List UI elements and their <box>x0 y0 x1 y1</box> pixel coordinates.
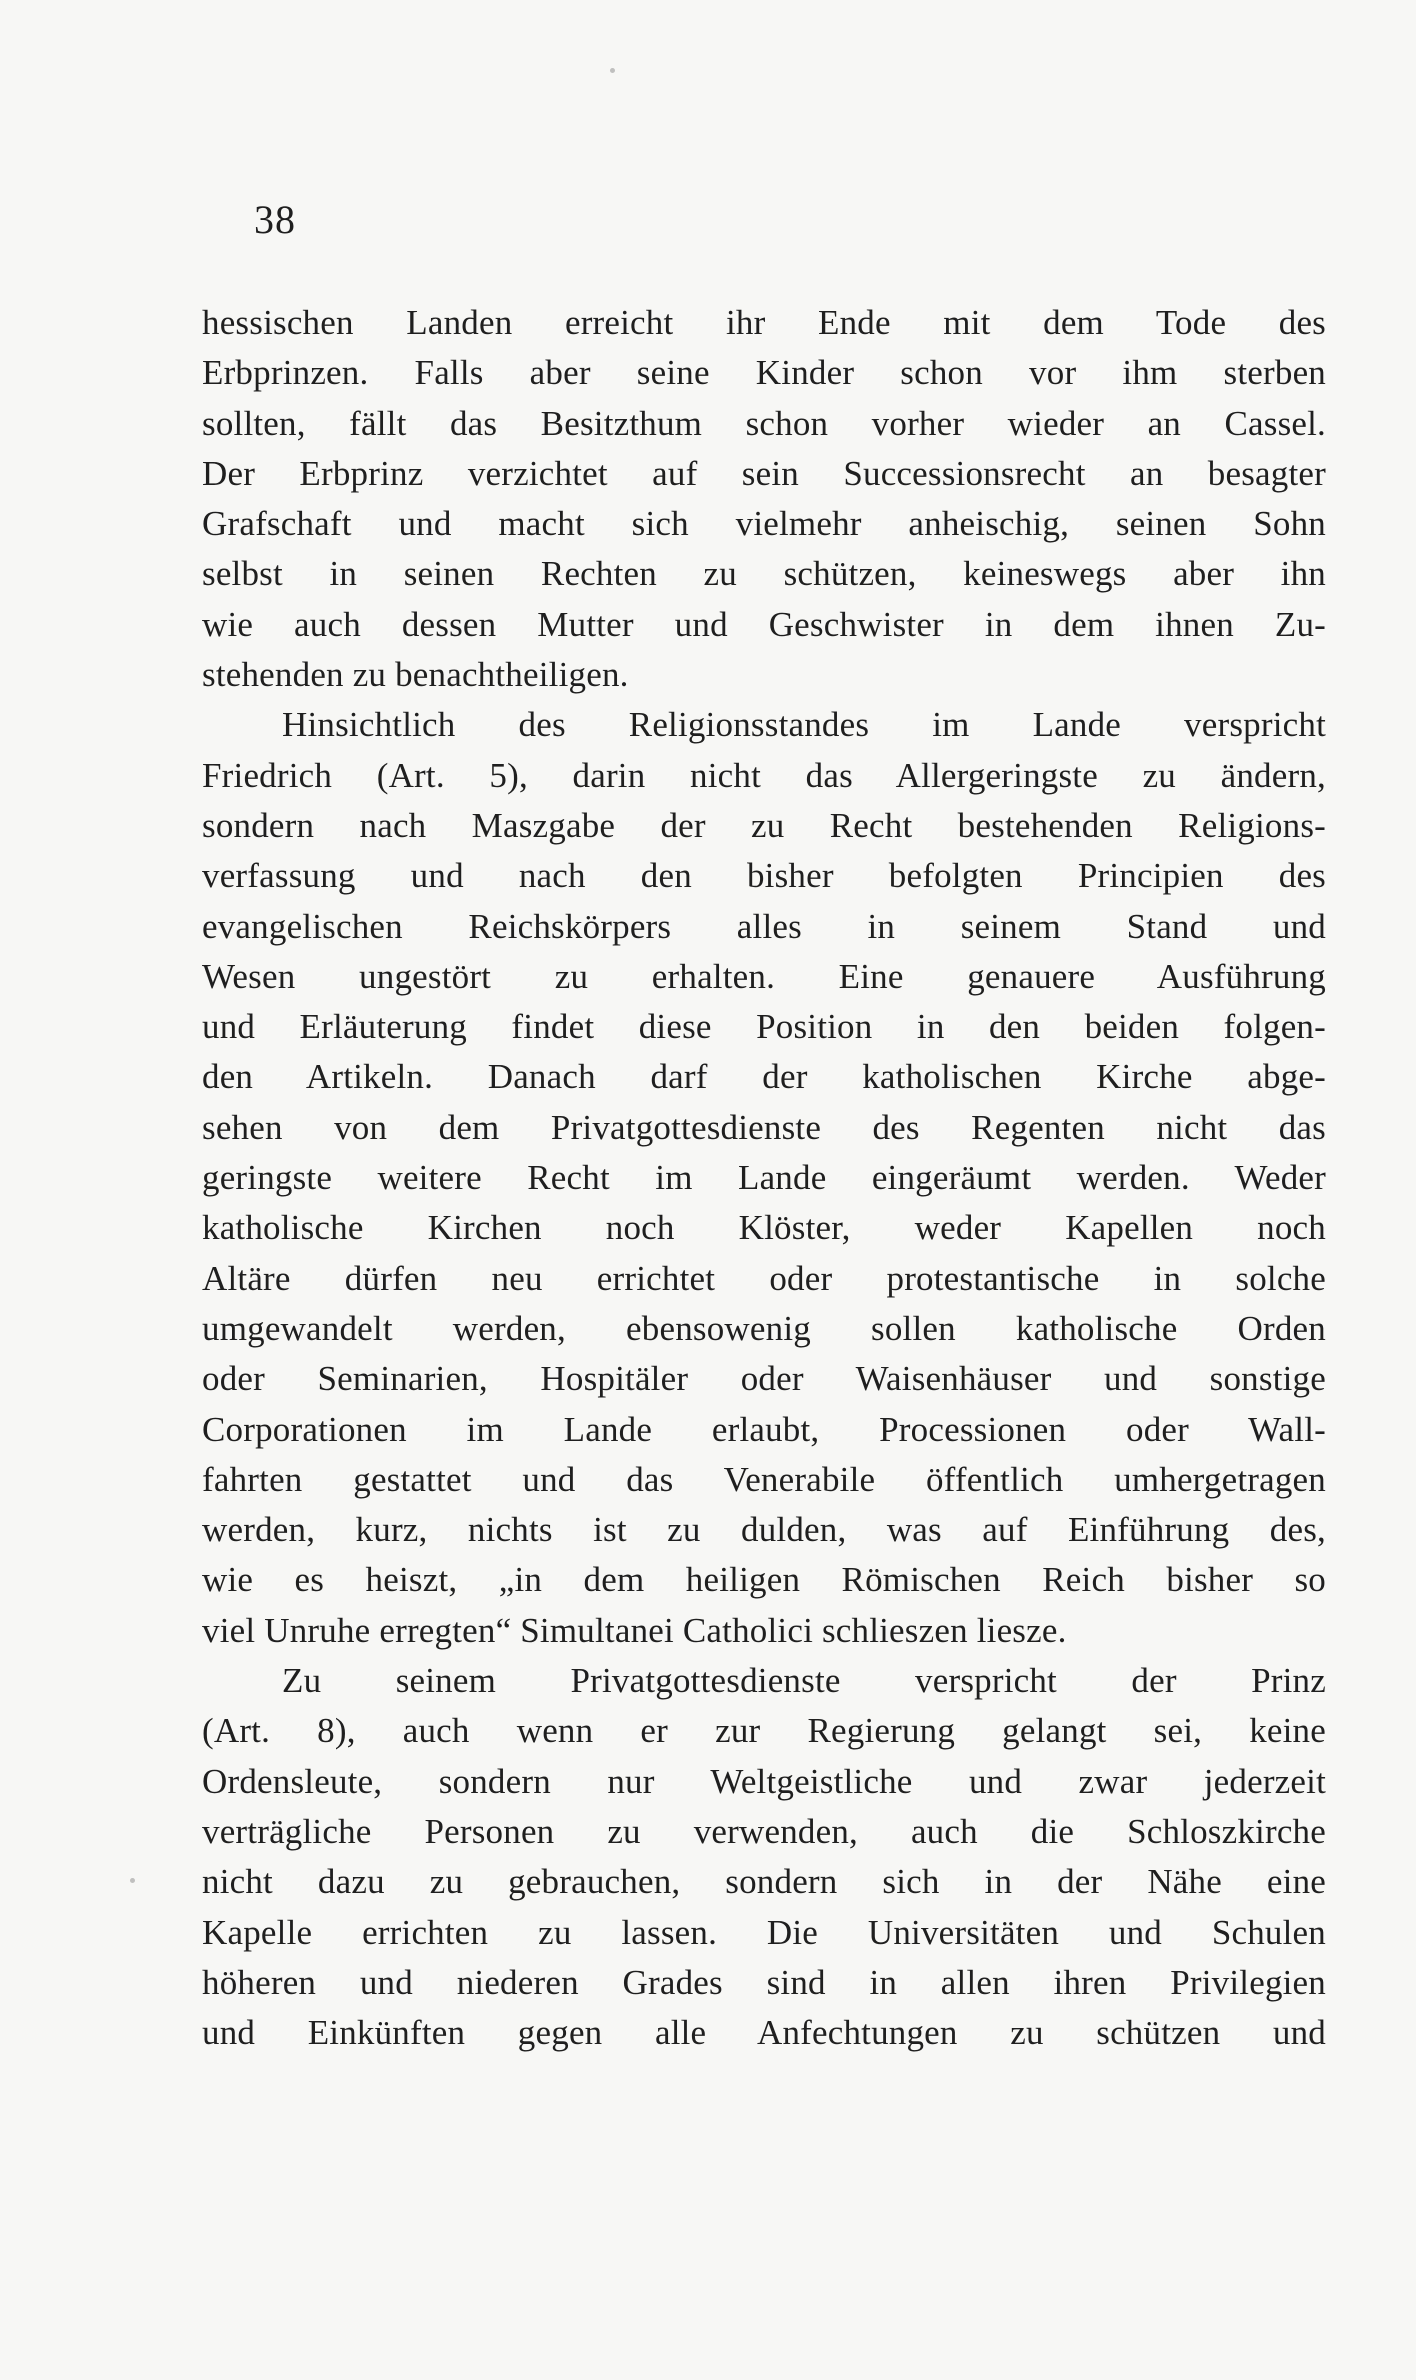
text-line: wie es heiszt, „in dem heiligen Römischen Reich bisher so <box>202 1560 1326 1600</box>
text-line: verfassung und nach den bisher befolgten Principien des <box>202 856 1326 896</box>
text-line: evangelischen Reichskörpers alles in seinem Stand und <box>202 906 1326 946</box>
text-line: Kapelle errichten zu lassen. Die Universitäten und Schulen <box>202 1912 1326 1952</box>
text-line: katholische Kirchen noch Klöster, weder Kapellen noch <box>202 1208 1326 1248</box>
text-line: viel Unruhe erregten“ Simultanei Catholici schlieszen liesze. <box>202 1610 1067 1650</box>
text-line: werden, kurz, nichts ist zu dulden, was auf Einführung des, <box>202 1510 1326 1550</box>
body-text <box>202 298 1326 2058</box>
text-line: und Erläuterung findet diese Position in den beiden folgen- <box>202 1007 1326 1047</box>
text-line: Hinsichtlich des Religionsstandes im Lande verspricht <box>282 705 1326 745</box>
text-line: (Art. 8), auch wenn er zur Regierung gelangt sei, keine <box>202 1711 1326 1751</box>
text-line: geringste weitere Recht im Lande eingeräumt werden. Weder <box>202 1158 1326 1198</box>
text-line: sondern nach Maszgabe der zu Recht bestehenden Religions- <box>202 805 1326 845</box>
text-line: nicht dazu zu gebrauchen, sondern sich in der Nähe eine <box>202 1862 1326 1902</box>
text-line: verträgliche Personen zu verwenden, auch die Schloszkirche <box>202 1811 1326 1851</box>
text-line: Friedrich (Art. 5), darin nicht das Allergeringste zu ändern, <box>202 755 1326 795</box>
text-line: Corporationen im Lande erlaubt, Processionen oder Wall- <box>202 1409 1326 1449</box>
text-line: und Einkünften gegen alle Anfechtungen zu schützen und <box>202 2013 1326 2053</box>
text-line: höheren und niederen Grades sind in allen ihren Privilegien <box>202 1962 1326 2002</box>
text-line: Wesen ungestört zu erhalten. Eine genauere Ausführung <box>202 956 1326 996</box>
paper-speck <box>610 68 615 73</box>
text-line: Altäre dürfen neu errichtet oder protestantische in solche <box>202 1258 1326 1298</box>
text-line: Zu seinem Privatgottesdienste verspricht der Prinz <box>282 1661 1326 1701</box>
text-line: sehen von dem Privatgottesdienste des Regenten nicht das <box>202 1107 1326 1147</box>
text-line: Erbprinzen. Falls aber seine Kinder schon vor ihm sterben <box>202 353 1326 393</box>
text-line: umgewandelt werden, ebensowenig sollen katholische Orden <box>202 1308 1326 1348</box>
page-number: 38 <box>254 197 296 242</box>
text-line: sollten, fällt das Besitzthum schon vorher wieder an Cassel. <box>202 403 1326 443</box>
text-line: Der Erbprinz verzichtet auf sein Successionsrecht an besagter <box>202 453 1326 493</box>
text-line: hessischen Landen erreicht ihr Ende mit dem Tode des <box>202 303 1326 342</box>
text-line: Ordensleute, sondern nur Weltgeistliche und zwar jederzeit <box>202 1761 1326 1801</box>
text-line: selbst in seinen Rechten zu schützen, keineswegs aber ihn <box>202 554 1326 594</box>
paper-speck <box>130 1878 135 1883</box>
text-line: oder Seminarien, Hospitäler oder Waisenhäuser und sonstige <box>202 1359 1326 1399</box>
text-line: wie auch dessen Mutter und Geschwister in dem ihnen Zu- <box>202 604 1326 644</box>
text-line: den Artikeln. Danach darf der katholischen Kirche abge- <box>202 1057 1326 1097</box>
text-line: Grafschaft und macht sich vielmehr anheischig, seinen Sohn <box>202 504 1326 544</box>
text-line: stehenden zu benachtheiligen. <box>202 655 629 695</box>
text-line: fahrten gestattet und das Venerabile öffentlich umhergetragen <box>202 1459 1326 1499</box>
